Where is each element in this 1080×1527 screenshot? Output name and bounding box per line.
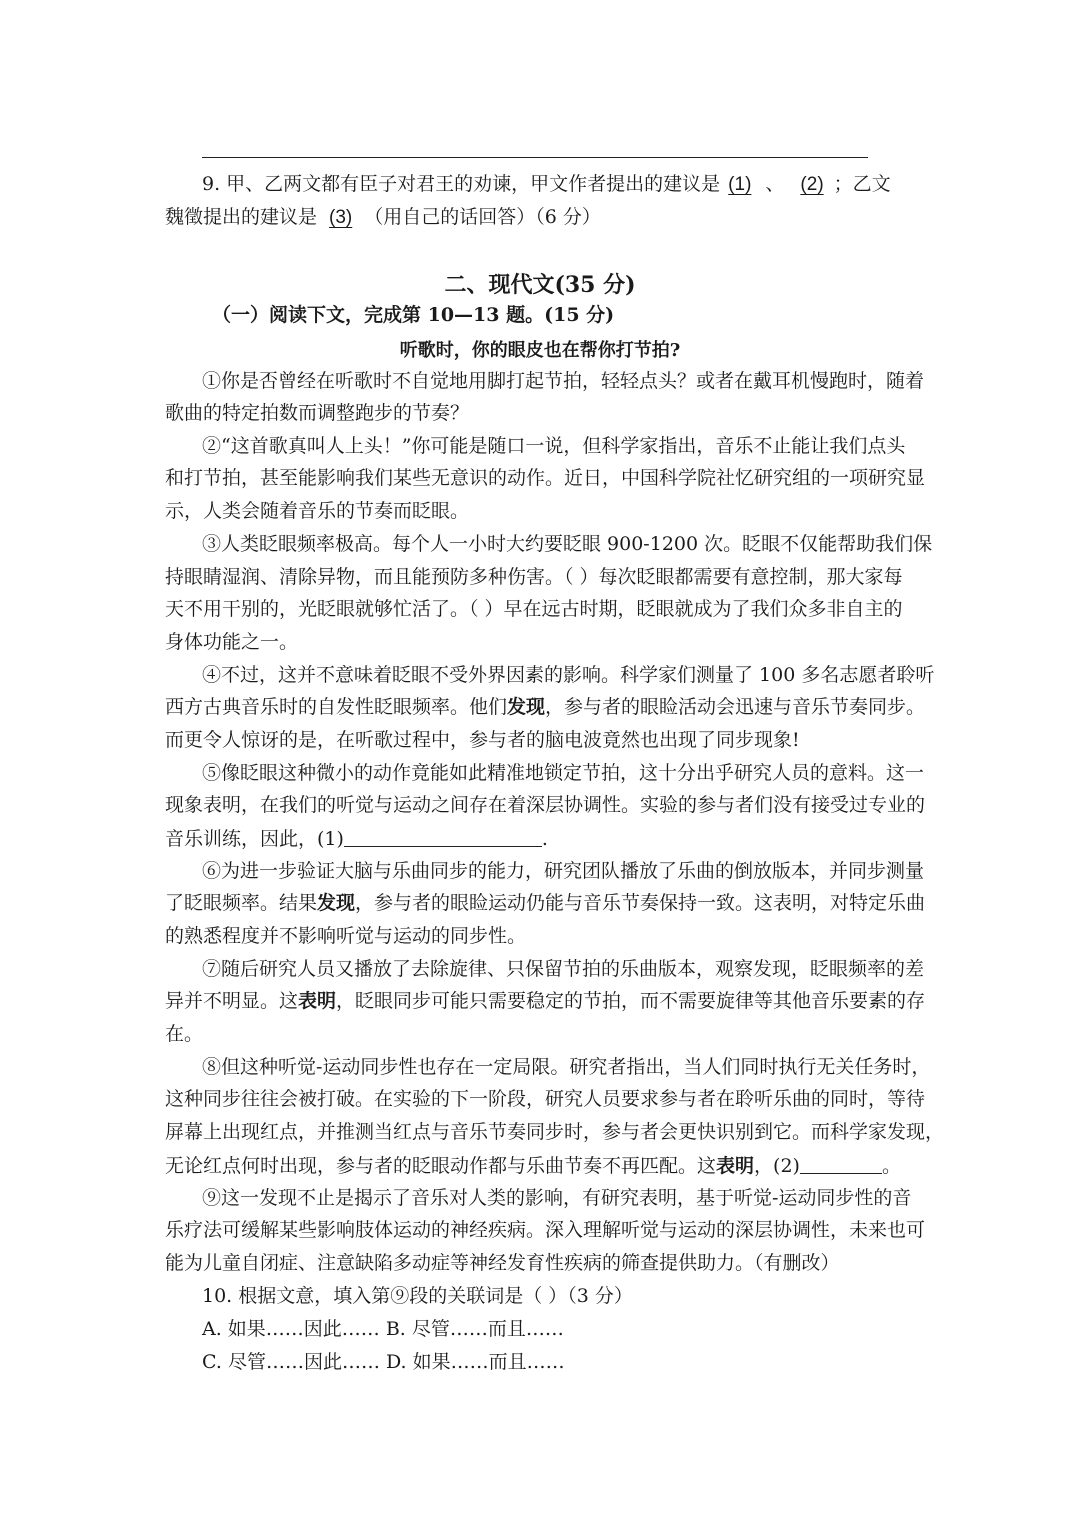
bold-keyword: 发现 bbox=[507, 696, 546, 718]
section-title: 二、现代文(35 分) bbox=[444, 272, 636, 298]
q9-separator: 、 bbox=[765, 173, 785, 195]
paragraph-line: 在。 bbox=[165, 1023, 204, 1045]
paragraph-line: 乐疗法可缓解某些影响肢体运动的神经疾病。深入理解听觉与运动的深层协调性，未来也可 bbox=[165, 1219, 926, 1241]
bold-keyword: 发现 bbox=[317, 892, 356, 914]
top-rule bbox=[202, 157, 868, 158]
text-span: 。 bbox=[881, 1155, 901, 1177]
article-title: 听歌时，你的眼皮也在帮你打节拍? bbox=[399, 340, 681, 361]
text-span: 音乐训练，因此，(1) bbox=[165, 828, 344, 850]
q10-options-row-1: A. 如果……因此…… B. 尽管……而且…… bbox=[202, 1318, 564, 1340]
q9-text-c: 魏徵提出的建议是 bbox=[165, 206, 318, 228]
q9-line-1 bbox=[202, 172, 922, 197]
text-span: . bbox=[541, 828, 548, 850]
paragraph-line: 身体功能之一。 bbox=[165, 631, 299, 653]
text-span: 异并不明显。这 bbox=[165, 990, 299, 1012]
q9-blank-1: (1) bbox=[728, 174, 752, 195]
bold-keyword: 表明 bbox=[298, 990, 337, 1012]
q10-options-row-2: C. 尽管……因此…… D. 如果……而且…… bbox=[202, 1351, 565, 1373]
text-span: 了眨眼频率。结果 bbox=[165, 892, 318, 914]
text-span: 无论红点何时出现，参与者的眨眼动作都与乐曲节奏不再匹配。这 bbox=[165, 1155, 717, 1177]
text-span: ，参与者的眼睑运动仍能与音乐节奏保持一致。这表明，对特定乐曲 bbox=[355, 892, 926, 914]
paragraph-line: ⑥为进一步验证大脑与乐曲同步的能力，研究团队播放了乐曲的倒放版本，并同步测量 bbox=[202, 860, 925, 882]
paragraph-line: ⑤像眨眼这种微小的动作竟能如此精准地锁定节拍，这十分出乎研究人员的意料。这一 bbox=[202, 762, 925, 784]
paragraph-line: 和打节拍，甚至能影响我们某些无意识的动作。近日，中国科学院社忆研究组的一项研究显 bbox=[165, 467, 926, 489]
paragraph-line bbox=[165, 1153, 925, 1178]
paragraph-line bbox=[165, 826, 925, 851]
paragraph-line: 能为儿童自闭症、注意缺陷多动症等神经发育性疾病的筛查提供助力。（有删改） bbox=[165, 1252, 840, 1274]
q9-blank-2: (2) bbox=[800, 174, 824, 195]
paragraph-line: 歌曲的特定拍数而调整跑步的节奏？ bbox=[165, 402, 470, 424]
paragraph-line: ①你是否曾经在听歌时不自觉地用脚打起节拍，轻轻点头？或者在戴耳机慢跑时，随着 bbox=[202, 370, 925, 392]
q9-line-2 bbox=[165, 205, 925, 230]
paragraph-line: ⑦随后研究人员又播放了去除旋律、只保留节拍的乐曲版本，观察发现，眨眼频率的差 bbox=[202, 958, 925, 980]
paragraph-line: 的熟悉程度并不影响听觉与运动的同步性。 bbox=[165, 925, 527, 947]
q9-blank-3: (3) bbox=[329, 207, 353, 228]
q9-text-a: 9. 甲、乙两文都有臣子对君王的劝谏，甲文作者提出的建议是 bbox=[202, 173, 721, 195]
paragraph-line: 现象表明，在我们的听觉与运动之间存在着深层协调性。实验的参与者们没有接受过专业的 bbox=[165, 794, 926, 816]
paragraph-line: 示，人类会随着音乐的节奏而眨眼。 bbox=[165, 500, 470, 522]
paragraph-line: 持眼睛湿润、清除异物，而且能预防多种伤害。（ ）每次眨眼都需要有意控制，那大家每 bbox=[165, 566, 903, 588]
answer-blank-1 bbox=[344, 826, 542, 847]
text-span: ，(2) bbox=[754, 1155, 800, 1177]
section-subtitle: （一）阅读下文，完成第 10—13 题。(15 分) bbox=[212, 304, 615, 326]
paragraph-line: ④不过，这并不意味着眨眼不受外界因素的影响。科学家们测量了 100 多名志愿者聆听 bbox=[202, 664, 935, 686]
paragraph-line bbox=[165, 989, 925, 1013]
paragraph-line bbox=[165, 891, 925, 915]
answer-blank-2 bbox=[800, 1153, 882, 1174]
paragraph-line: 天不用干别的，光眨眼就够忙活了。（ ）早在远古时期，眨眼就成为了我们众多非自主的 bbox=[165, 598, 903, 620]
paragraph-line: ⑧但这种听觉-运动同步性也存在一定局限。研究者指出，当人们同时执行无关任务时， bbox=[202, 1056, 931, 1078]
paragraph-line: 这种同步往往会被打破。在实验的下一阶段，研究人员要求参与者在聆听乐曲的同时，等待 bbox=[165, 1088, 926, 1110]
paragraph-line: ②“这首歌真叫人上头！”你可能是随口一说，但科学家指出，音乐不止能让我们点头 bbox=[202, 435, 906, 457]
q9-text-b: ；乙文 bbox=[833, 173, 891, 195]
paragraph-line: 屏幕上出现红点，并推测当红点与音乐节奏同步时，参与者会更快识别到它。而科学家发现， bbox=[165, 1121, 945, 1143]
text-span: ，参与者的眼睑活动会迅速与音乐节奏同步。 bbox=[545, 696, 926, 718]
paragraph-line: ③人类眨眼频率极高。每个人一小时大约要眨眼 900-1200 次。眨眼不仅能帮助我们保 bbox=[202, 533, 933, 555]
text-span: 西方古典音乐时的自发性眨眼频率。他们 bbox=[165, 696, 508, 718]
paragraph-line bbox=[165, 695, 925, 719]
paragraph-line: ⑨这一发现不止是揭示了音乐对人类的影响，有研究表明，基于听觉-运动同步性的音 bbox=[202, 1187, 912, 1209]
q9-text-d: （用自己的话回答）（6 分） bbox=[364, 206, 601, 228]
q10-stem: 10. 根据文意，填入第⑨段的关联词是（ ）（3 分） bbox=[202, 1285, 633, 1307]
paragraph-line: 而更令人惊讶的是，在听歌过程中，参与者的脑电波竟然也出现了同步现象! bbox=[165, 729, 800, 751]
text-span: ，眨眼同步可能只需要稳定的节拍，而不需要旋律等其他音乐要素的存 bbox=[336, 990, 926, 1012]
bold-keyword: 表明 bbox=[716, 1155, 755, 1177]
